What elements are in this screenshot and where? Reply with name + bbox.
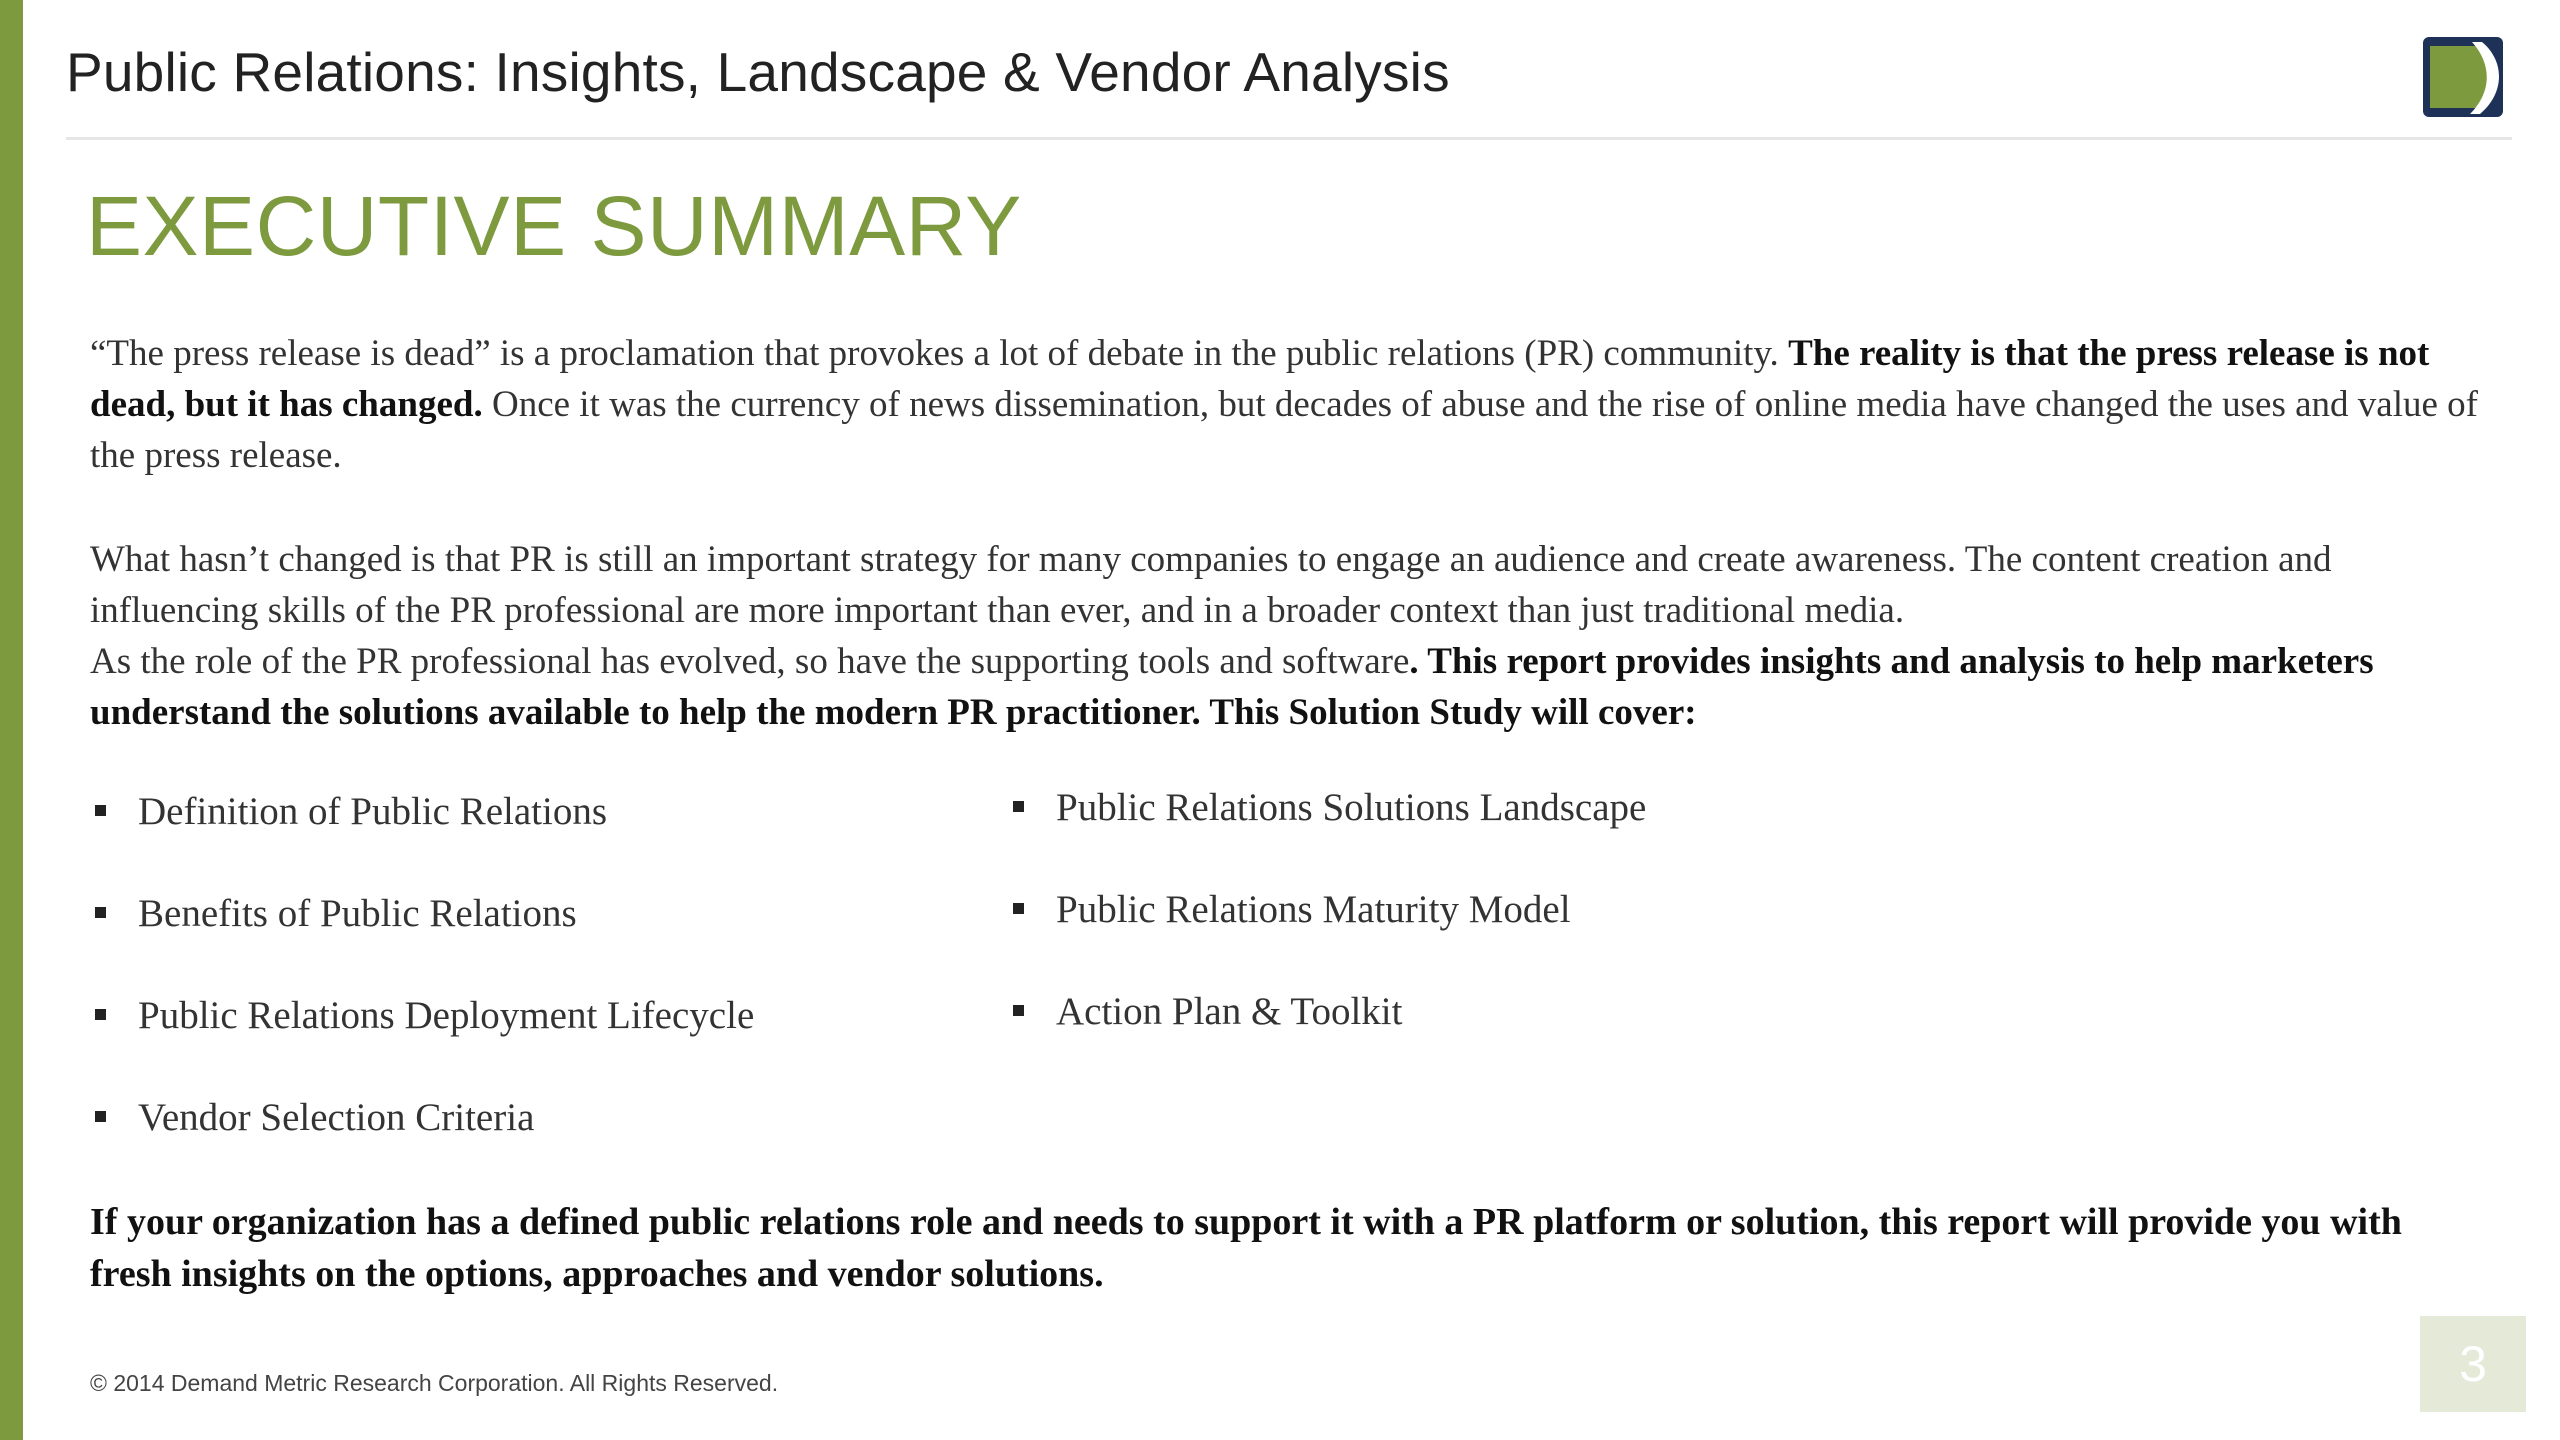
header-divider — [66, 137, 2512, 140]
left-accent-bar — [0, 0, 23, 1440]
section-title: EXECUTIVE SUMMARY — [86, 179, 1022, 273]
bullet-square-icon — [1013, 1005, 1024, 1016]
bullet-square-icon — [95, 1111, 106, 1122]
bullet-square-icon — [95, 1009, 106, 1020]
list-item-label: Public Relations Maturity Model — [1056, 888, 1571, 931]
list-item — [90, 1088, 754, 1190]
intro-emphasis: The reality is that the press release is not dead, but it has changed. — [90, 333, 2430, 425]
list-item — [1008, 982, 1646, 1084]
list-item — [1008, 778, 1646, 880]
bullet-square-icon — [95, 907, 106, 918]
list-item — [1008, 880, 1646, 982]
topic-list-right — [1008, 778, 1646, 1084]
list-item-label: Action Plan & Toolkit — [1056, 990, 1403, 1033]
list-item-label: Vendor Selection Criteria — [138, 1096, 535, 1139]
scope-text-b: As the role of the PR professional has evolved, so have the supporting tools and software — [90, 641, 1410, 682]
list-item — [90, 986, 754, 1088]
intro-paragraph — [90, 328, 2495, 481]
copyright-notice: © 2014 Demand Metric Research Corporation. All Rights Reserved. — [90, 1370, 779, 1396]
report-title: Public Relations: Insights, Landscape & Vendor Analysis — [66, 41, 1450, 103]
page-number: 3 — [2420, 1316, 2526, 1412]
list-item — [90, 782, 754, 884]
list-item-label: Benefits of Public Relations — [138, 892, 577, 935]
bullet-square-icon — [95, 805, 106, 816]
bullet-square-icon — [1013, 801, 1024, 812]
list-item-label: Definition of Public Relations — [138, 790, 608, 833]
list-item-label: Public Relations Solutions Landscape — [1056, 786, 1647, 829]
intro-text-a: “The press release is dead” is a proclamation that provokes a lot of debate in the public relations (PR) community. — [90, 333, 1789, 374]
scope-paragraph — [90, 534, 2495, 738]
bullet-square-icon — [1013, 903, 1024, 914]
intro-text-b: Once it was the currency of news dissemination, but decades of abuse and the rise of online media have changed the uses and value of the press release. — [90, 384, 2478, 476]
topic-list-left — [90, 782, 754, 1190]
closing-statement: If your organization has a defined public relations role and needs to support it with a PR platform or solution, this report will provide you with fresh insights on the options, approaches and vendor solutions. — [90, 1201, 2402, 1295]
scope-emphasis: . This report provides insights and analysis to help marketers understand the solutions available to help the modern PR practitioner. This Solution Study will cover: — [90, 641, 2374, 733]
scope-text-a: What hasn’t changed is that PR is still an important strategy for many companies to engage an audience and create awareness. The content creation and influencing skills of the PR professional are more important than ever, and in a broader context than just traditional media. — [90, 539, 2332, 631]
list-item — [90, 884, 754, 986]
demand-metric-logo-icon — [2422, 36, 2504, 118]
list-item-label: Public Relations Deployment Lifecycle — [138, 994, 755, 1037]
